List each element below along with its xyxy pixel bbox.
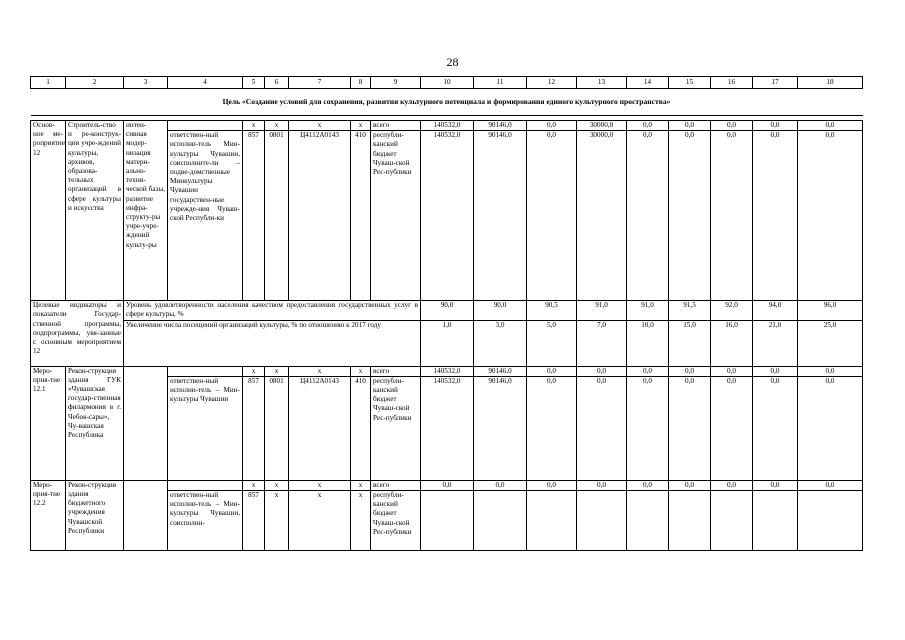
value-cell: 90146,0 (474, 376, 527, 480)
value-cell: 0,0 (753, 366, 798, 376)
indicator-value: 25,0 (798, 320, 863, 366)
value-cell: 0,0 (669, 131, 711, 301)
executor-empty (168, 366, 243, 376)
value-cell: 0,0 (669, 376, 711, 480)
cell: х (289, 480, 351, 490)
value-cell: 0,0 (711, 131, 753, 301)
column-number-row (31, 77, 863, 89)
indicator-value: 96,0 (798, 301, 863, 320)
funding-source: всего (371, 121, 421, 131)
value-cell: 0,0 (798, 480, 863, 490)
value-cell: 0,0 (753, 131, 798, 301)
indicator-value: 94,0 (753, 301, 798, 320)
indicator-value: 21,0 (753, 320, 798, 366)
funding-source: всего (371, 480, 421, 490)
indicator-text: Увеличение числа посещений организаций культуры, % по отношению к 2017 году (124, 320, 421, 366)
cell: х (243, 480, 265, 490)
value-cell: 0,0 (753, 121, 798, 131)
funding-source: республи-канский бюджет Чуваш-ской Рес-публики (371, 491, 421, 551)
indicator-value: 92,0 (711, 301, 753, 320)
value-cell: 0,0 (627, 121, 669, 131)
value-cell: 0,0 (577, 366, 627, 376)
value-cell: 0,0 (627, 376, 669, 480)
value-cell: 0,0 (798, 366, 863, 376)
cell: х (265, 480, 289, 490)
page-number: 28 (446, 55, 459, 69)
indicator-value: 7,0 (577, 320, 627, 366)
value-cell: 0,0 (753, 376, 798, 480)
col-header: 3 (124, 77, 168, 89)
cell: 857 (243, 131, 265, 301)
indicator-value: 15,0 (669, 320, 711, 366)
indicator-value: 91,5 (669, 301, 711, 320)
col-header: 7 (289, 77, 351, 89)
cell: х (243, 121, 265, 131)
value-cell (798, 491, 863, 551)
value-cell: 0,0 (474, 480, 527, 490)
value-cell: 0,0 (669, 121, 711, 131)
value-cell: 0,0 (669, 366, 711, 376)
value-cell: 0,0 (798, 376, 863, 480)
value-cell: 0,0 (711, 480, 753, 490)
value-cell (421, 491, 474, 551)
indicators-label: Целевые индикаторы и показатели Государ-ственной программы, подпрограммы, увя-занные с основным мероприятием 12 (31, 301, 124, 366)
funding-source: всего (371, 366, 421, 376)
value-cell: 0,0 (577, 480, 627, 490)
cell: 410 (351, 376, 371, 480)
value-cell: 140532,0 (421, 376, 474, 480)
col-header: 18 (798, 77, 863, 89)
value-cell (577, 491, 627, 551)
cell: х (351, 366, 371, 376)
indicator-value: 10,0 (627, 320, 669, 366)
cell: х (289, 366, 351, 376)
executor: ответствен-ный исполни-тель – Мин-культуры Чувашии (168, 376, 243, 480)
cell: х (243, 366, 265, 376)
col-header: 15 (669, 77, 711, 89)
col-header: 14 (627, 77, 669, 89)
value-cell (627, 491, 669, 551)
value-cell (669, 491, 711, 551)
value-cell: 140532,0 (421, 121, 474, 131)
activity-12-2-total-row (31, 480, 863, 490)
value-cell: 0,0 (798, 121, 863, 131)
executor-empty (168, 121, 243, 131)
value-cell: 0,0 (627, 480, 669, 490)
col-header: 9 (371, 77, 421, 89)
activity-goal: интен-сивная модер-низация матери-ально-техни-ческой базы, развитие инфра-структу-ры учре-учре-ждений культу-ры (124, 121, 168, 301)
value-cell: 0,0 (711, 366, 753, 376)
indicator-row (31, 301, 863, 320)
value-cell: 0,0 (627, 131, 669, 301)
col-header: 11 (474, 77, 527, 89)
value-cell: 90146,0 (474, 121, 527, 131)
cell: х (289, 491, 351, 551)
col-header: 13 (577, 77, 627, 89)
indicator-value: 90,0 (474, 301, 527, 320)
value-cell: 0,0 (421, 480, 474, 490)
col-header: 8 (351, 77, 371, 89)
value-cell (711, 491, 753, 551)
col-header: 2 (66, 77, 124, 89)
value-cell: 0,0 (669, 480, 711, 490)
funding-source: республи-канский бюджет Чуваш-ской Рес-публики (371, 376, 421, 480)
indicator-value: 90,5 (527, 301, 577, 320)
value-cell: 140532,0 (421, 366, 474, 376)
value-cell: 0,0 (627, 366, 669, 376)
value-cell: 0,0 (527, 480, 577, 490)
cell: 857 (243, 376, 265, 480)
cell: Ц4112А0143 (289, 376, 351, 480)
value-cell: 0,0 (711, 121, 753, 131)
value-cell (527, 491, 577, 551)
cell: х (265, 121, 289, 131)
value-cell: 90146,0 (474, 131, 527, 301)
indicator-value: 1,0 (421, 320, 474, 366)
funding-source: республи-канский бюджет Чуваш-ской Рес-публики (371, 131, 421, 301)
activity-goal-empty (124, 480, 168, 550)
cell: х (265, 491, 289, 551)
value-cell: 0,0 (798, 131, 863, 301)
col-header: 12 (527, 77, 577, 89)
indicator-value: 90,0 (421, 301, 474, 320)
cell: Ц4112А0143 (289, 131, 351, 301)
value-cell: 0,0 (711, 376, 753, 480)
activity-name: Рекон-струкция здания бюджетного учреждения Чувашской Республики (66, 480, 124, 550)
col-header: 6 (265, 77, 289, 89)
indicator-text: Уровень удовлетворенности населения качеством предоставления государственных услуг в сфере культуры, % (124, 301, 421, 320)
activity-label: Меро-прия-тие 12.1 (31, 366, 66, 480)
goal-title: Цель «Создание условий для сохранения, развития культурного потенциала и формирования единого культурного пространства» (31, 89, 863, 116)
activity-label: Меро-прия-тие 12.2 (31, 480, 66, 550)
indicator-value: 3,0 (474, 320, 527, 366)
value-cell: 30000,0 (577, 121, 627, 131)
indicator-value: 91,0 (577, 301, 627, 320)
col-header: 17 (753, 77, 798, 89)
indicator-value: 91,0 (627, 301, 669, 320)
col-header: 4 (168, 77, 243, 89)
col-header: 5 (243, 77, 265, 89)
cell: х (351, 480, 371, 490)
value-cell: 0,0 (527, 131, 577, 301)
value-cell: 0,0 (753, 480, 798, 490)
main-activity-total-row (31, 121, 863, 131)
value-cell (474, 491, 527, 551)
cell: х (351, 121, 371, 131)
value-cell: 0,0 (527, 366, 577, 376)
value-cell: 0,0 (527, 376, 577, 480)
value-cell: 0,0 (577, 376, 627, 480)
executor: ответствен-ный исполни-тель Мин-культуры Чувашии, соисполните-ли – подве-домственные Минкультуры Чувашии государствен-ные учрежде-ния Чуваш-ской Республи-ки (168, 131, 243, 301)
cell: 857 (243, 491, 265, 551)
activity-goal-empty (124, 366, 168, 480)
activity-label: Основ-ное ме-роприятие 12 (31, 121, 66, 301)
col-header: 16 (711, 77, 753, 89)
indicator-value: 16,0 (711, 320, 753, 366)
activity-12-1-total-row (31, 366, 863, 376)
executor: ответствен-ный исполни-тель – Мин-культуры Чувашии, соисполни- (168, 491, 243, 551)
cell: 410 (351, 131, 371, 301)
value-cell: 140532,0 (421, 131, 474, 301)
cell: х (265, 366, 289, 376)
executor-empty (168, 480, 243, 490)
cell: 0801 (265, 376, 289, 480)
cell: х (351, 491, 371, 551)
program-table (30, 76, 863, 551)
value-cell: 30000,0 (577, 131, 627, 301)
value-cell (753, 491, 798, 551)
col-header: 10 (421, 77, 474, 89)
cell: х (289, 121, 351, 131)
activity-name: Рекон-струкция здания ГУК «Чувашская государ-ственная филармония в г. Чебок-сары», Чу-вашская Республика (66, 366, 124, 480)
goal-row (31, 89, 863, 116)
indicator-row (31, 320, 863, 366)
activity-name: Строитель-ство и ре-конструк-ция учре-ждений культуры, архивов, образова-тельных организаций в сфере культуры и искусства (66, 121, 124, 301)
cell: 0801 (265, 131, 289, 301)
value-cell: 0,0 (527, 121, 577, 131)
col-header: 1 (31, 77, 66, 89)
value-cell: 90146,0 (474, 366, 527, 376)
indicator-value: 5,0 (527, 320, 577, 366)
